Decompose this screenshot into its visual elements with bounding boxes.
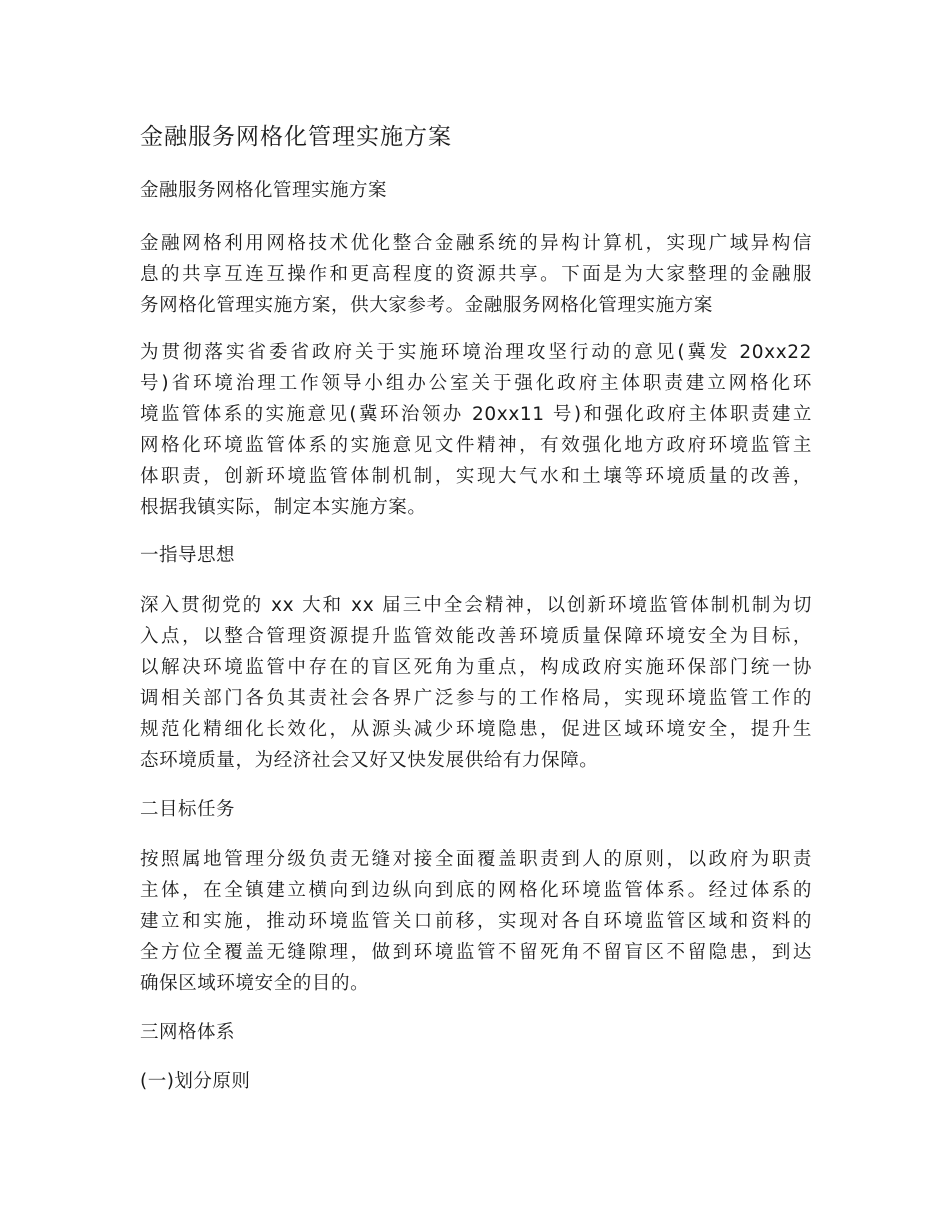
section-heading-guiding-ideology: 一指导思想 (140, 545, 236, 566)
paragraph-line: 规范化精细化长效化，从源头减少环境隐患，促进区域环境安全，提升生 (140, 719, 812, 740)
paragraph-basis (140, 337, 812, 523)
paragraph-line: 调相关部门各负其责社会各界广泛参与的工作格局，实现环境监管工作的 (140, 688, 812, 709)
paragraph-line: 息的共享互连互操作和更高程度的资源共享。下面是为大家整理的金融服 (140, 264, 812, 285)
document-title: 金融服务网格化管理实施方案 (140, 124, 452, 150)
paragraph-line: 境监管体系的实施意见(冀环治领办 20xx11 号)和强化政府主体职责建立 (140, 404, 812, 425)
paragraph-line: 号)省环境治理工作领导小组办公室关于强化政府主体职责建立网格化环 (140, 373, 812, 394)
paragraph-intro (140, 228, 812, 321)
paragraph-line: 为贯彻落实省委省政府关于实施环境治理攻坚行动的意见(冀发 20xx22 (140, 342, 812, 363)
document-subtitle: 金融服务网格化管理实施方案 (140, 180, 388, 201)
paragraph-line: 体职责，创新环境监管体制机制，实现大气水和土壤等环境质量的改善， (140, 466, 812, 487)
paragraph-guiding (140, 590, 812, 776)
paragraph-line: 建立和实施，推动环境监管关口前移，实现对各自环境监管区域和资料的 (140, 911, 812, 932)
paragraph-line: 按照属地管理分级负责无缝对接全面覆盖职责到人的原则，以政府为职责 (140, 849, 812, 870)
paragraph-line: 态环境质量，为经济社会又好又快发展供给有力保障。 (140, 750, 599, 771)
paragraph-line: 务网格化管理实施方案，供大家参考。金融服务网格化管理实施方案 (140, 295, 714, 316)
paragraph-line: 网格化环境监管体系的实施意见文件精神，有效强化地方政府环境监管主 (140, 435, 812, 456)
section-heading-grid-system: 三网格体系 (140, 1022, 236, 1043)
paragraph-line: 确保区域环境安全的目的。 (140, 973, 370, 994)
section-heading-goals-tasks: 二目标任务 (140, 799, 236, 820)
paragraph-line: 金融网格利用网格技术优化整合金融系统的异构计算机，实现广域异构信 (140, 233, 812, 254)
subsection-heading-division-principle: (一)划分原则 (140, 1071, 251, 1092)
paragraph-line: 以解决环境监管中存在的盲区死角为重点，构成政府实施环保部门统一协 (140, 657, 812, 678)
paragraph-line: 入点，以整合管理资源提升监管效能改善环境质量保障环境安全为目标， (140, 626, 812, 647)
paragraph-line: 全方位全覆盖无缝隙理，做到环境监管不留死角不留盲区不留隐患，到达 (140, 942, 812, 963)
paragraph-line: 深入贯彻党的 xx 大和 xx 届三中全会精神，以创新环境监管体制机制为切 (140, 595, 812, 616)
paragraph-line: 根据我镇实际，制定本实施方案。 (140, 497, 427, 518)
paragraph-line: 主体，在全镇建立横向到边纵向到底的网格化环境监管体系。经过体系的 (140, 880, 812, 901)
paragraph-goals (140, 844, 812, 999)
